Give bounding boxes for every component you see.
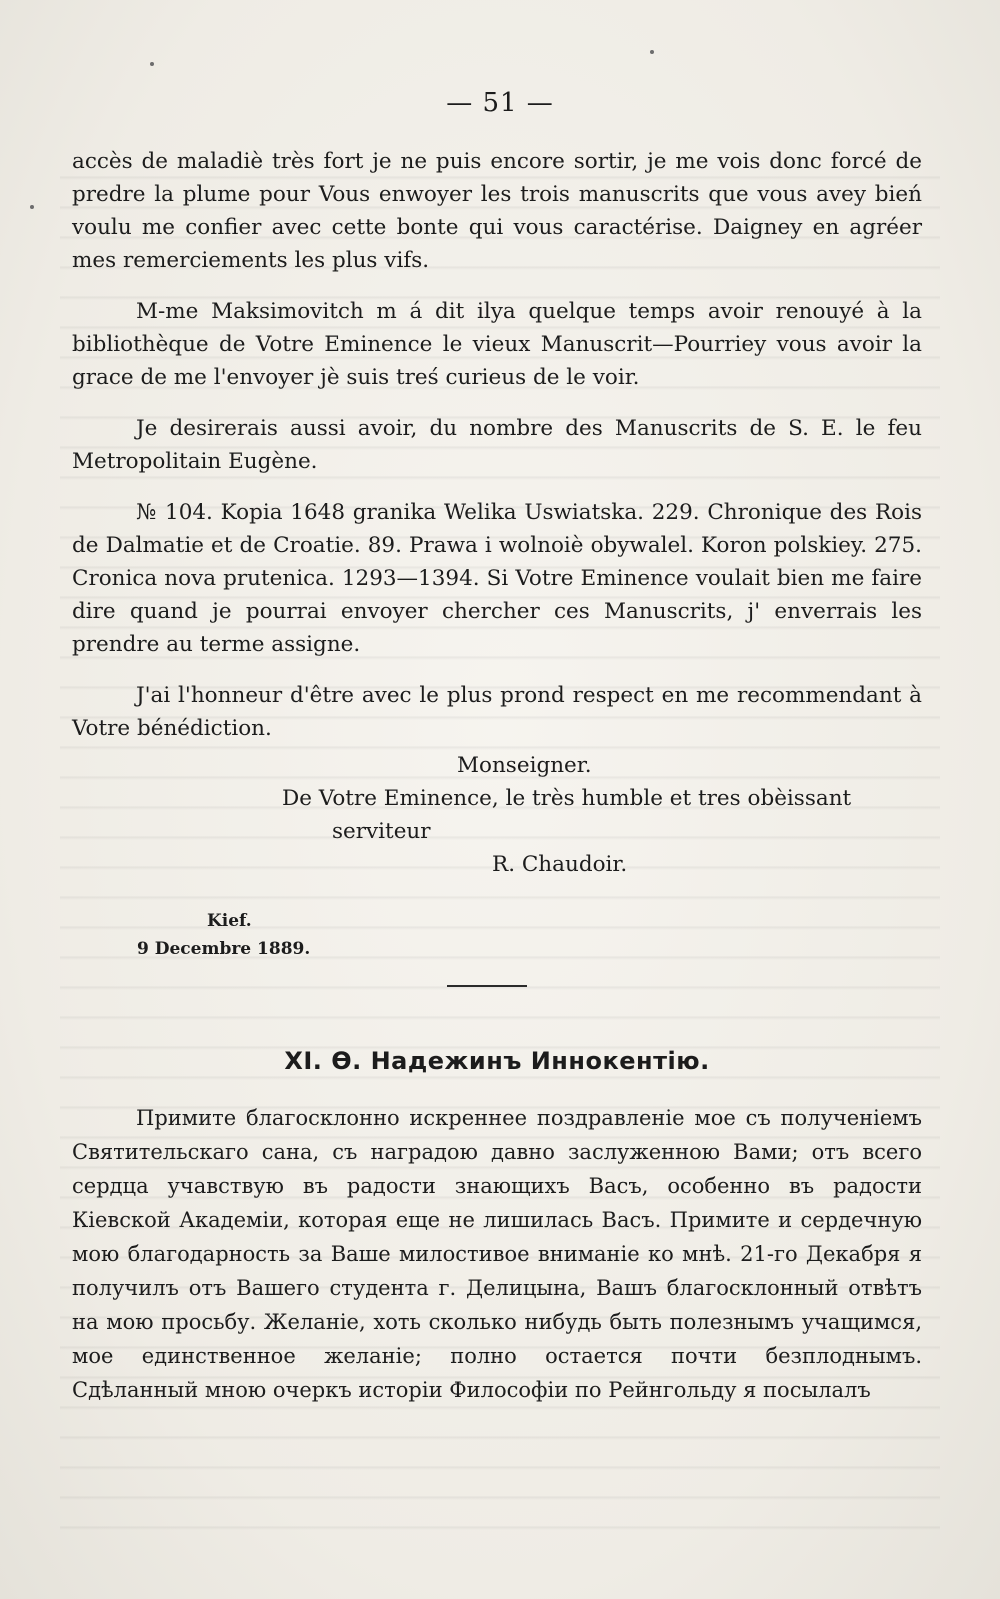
- letter-closing: [72, 749, 922, 881]
- letter-paragraph-2: M-me Maksimovitch m á dit ilya quelque temps avoir renouyé à la bibliothèque de Votre Eminence le vieux Manuscrit—Pourriey vous avoir la grace de me l'envoyer jè suis treś curieus de le voir.: [72, 299, 922, 390]
- letter-date: 9 Decembre 1889.: [137, 939, 311, 959]
- letter-paragraph-5: J'ai l'honneur d'être avec le plus prond respect en me recommendant à Votre bénédiction.: [72, 683, 922, 741]
- paper-speck: [150, 62, 154, 66]
- letter-dateline: [72, 907, 922, 963]
- section-paragraph-1: Примите благосклонно искреннее поздравленіе мое съ полученіемъ Святительскаго сана, съ наградою давно заслуженною Вами; отъ всего сердца учавствую въ радости знающихъ Васъ, особенно въ радости Кіевской Академіи, которая еще не лишилась Васъ. Примите и сердечную мою благодарность за Ваше милостивое вниманіе ко мнѣ. 21-го Декабря я получилъ отъ Вашего студента г. Делицына, Вашъ благосклонный отвѣтъ на мою просьбу. Желаніе, хоть сколько нибудь быть полезнымъ учащимся, мое единственное желаніе; полно остается почти безплоднымъ. Сдѣланный мною очеркъ исторіи Философіи по Рейнгольду я посылалъ: [72, 1106, 922, 1402]
- paper-speck: [30, 205, 34, 209]
- letter-paragraph-3: Je desirerais aussi avoir, du nombre des Manuscrits de S. E. le feu Metropolitain Eugène.: [72, 416, 922, 474]
- letter-paragraph-1: accès de maladiè très fort je ne puis encore sortir, je me vois donc forcé de predre la plume pour Vous enwoyer les trois manuscrits que vous avey bień voulu me confier avec cette bonte qui vous caractérise. Daigney en agréer mes remerciements les plus vifs.: [72, 149, 922, 273]
- letter-place: Kief.: [207, 911, 252, 931]
- letter-paragraph-4: № 104. Kopia 1648 granika Welika Uswiatska. 229. Chronique des Rois de Dalmatie et de Croatie. 89. Prawa i wolnoiè obywalel. Koron polskiey. 275. Cronica nova prutenica. 1293—1394. Si Votre Eminence voulait bien me faire dire quand je pourrai envoyer chercher ces Manuscrits, j' enverrais les prendre au terme assigne.: [72, 500, 922, 657]
- page-number: — 51 —: [446, 88, 554, 118]
- closing-line-1: De Votre Eminence, le très humble et tres obèissant: [282, 786, 852, 811]
- page-content: [72, 145, 922, 1407]
- paper-speck: [650, 50, 654, 54]
- closing-line-2: serviteur: [332, 819, 431, 844]
- section-body: [72, 1101, 922, 1407]
- closing-signature: R. Chaudoir.: [492, 852, 628, 877]
- closing-salutation: Monseigner.: [457, 753, 592, 778]
- section-divider: [447, 985, 527, 987]
- section-heading: XI. Ѳ. Надежинъ Иннокентію.: [284, 1047, 710, 1075]
